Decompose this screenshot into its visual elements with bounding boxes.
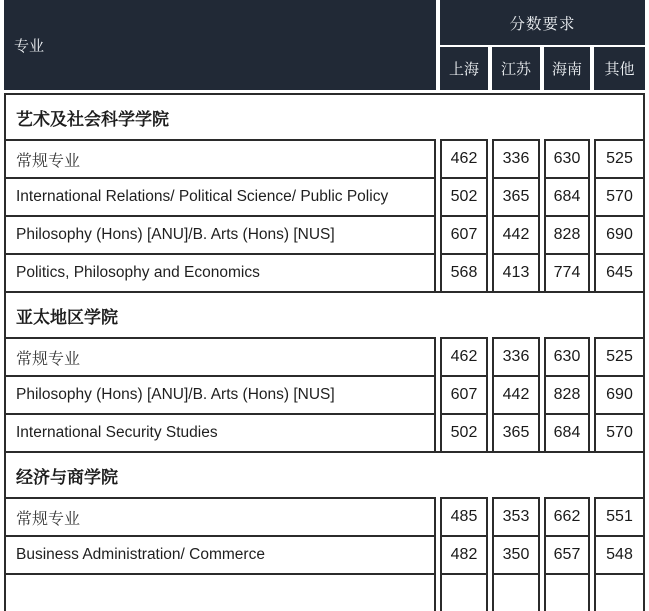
program-name-cell: Philosophy (Hons) [ANU]/B. Arts (Hons) [NUS] (4, 375, 436, 413)
section-title: 亚太地区学院 (4, 291, 645, 337)
score-cell: 442 (492, 375, 540, 413)
region-column-header-shanghai: 上海 (440, 45, 488, 93)
table-row (4, 375, 645, 413)
program-name-cell (4, 573, 436, 611)
score-cell: 365 (492, 177, 540, 215)
score-cell (440, 573, 488, 611)
score-cell: 690 (594, 375, 645, 413)
score-cell: 413 (492, 253, 540, 291)
table-header (4, 0, 645, 93)
score-cell: 568 (440, 253, 488, 291)
score-cell: 525 (594, 139, 645, 177)
score-cell: 462 (440, 337, 488, 375)
score-cell: 548 (594, 535, 645, 573)
score-cell: 774 (544, 253, 590, 291)
score-cell: 828 (544, 215, 590, 253)
table-row (4, 413, 645, 451)
score-cell: 336 (492, 139, 540, 177)
program-name-cell: 常规专业 (4, 139, 436, 177)
program-name-cell: Politics, Philosophy and Economics (4, 253, 436, 291)
score-cell: 525 (594, 337, 645, 375)
score-requirements-group-header: 分数要求 (440, 0, 645, 45)
score-cell: 442 (492, 215, 540, 253)
program-name-cell: International Security Studies (4, 413, 436, 451)
program-name-cell: 常规专业 (4, 497, 436, 535)
table-row (4, 497, 645, 535)
table-row (4, 215, 645, 253)
score-cell: 551 (594, 497, 645, 535)
score-cell: 828 (544, 375, 590, 413)
score-cell: 570 (594, 177, 645, 215)
section-title: 艺术及社会科学学院 (4, 93, 645, 139)
table-row (4, 337, 645, 375)
score-cell: 645 (594, 253, 645, 291)
score-cell: 684 (544, 177, 590, 215)
score-cell (594, 573, 645, 611)
table-row (4, 535, 645, 573)
score-cell: 684 (544, 413, 590, 451)
region-column-header-jiangsu: 江苏 (492, 45, 540, 93)
score-cell: 482 (440, 535, 488, 573)
table-row (4, 139, 645, 177)
score-cell (544, 573, 590, 611)
section-row (4, 93, 645, 139)
program-name-cell: Business Administration/ Commerce (4, 535, 436, 573)
score-cell: 607 (440, 215, 488, 253)
section-row (4, 291, 645, 337)
score-cell: 350 (492, 535, 540, 573)
score-cell: 657 (544, 535, 590, 573)
major-column-header: 专业 (4, 0, 436, 93)
score-cell: 630 (544, 139, 590, 177)
score-cell: 502 (440, 413, 488, 451)
section-title: 经济与商学院 (4, 451, 645, 497)
program-name-cell: International Relations/ Political Science/ Public Policy (4, 177, 436, 215)
score-cell (492, 573, 540, 611)
table-row (4, 177, 645, 215)
score-cell: 353 (492, 497, 540, 535)
table-row (4, 253, 645, 291)
score-cell: 630 (544, 337, 590, 375)
region-column-header-hainan: 海南 (544, 45, 590, 93)
score-cell: 690 (594, 215, 645, 253)
score-cell: 607 (440, 375, 488, 413)
program-name-cell: 常规专业 (4, 337, 436, 375)
score-cell: 662 (544, 497, 590, 535)
score-cell: 502 (440, 177, 488, 215)
score-cell: 462 (440, 139, 488, 177)
score-cell: 336 (492, 337, 540, 375)
score-cell: 485 (440, 497, 488, 535)
section-row (4, 451, 645, 497)
score-cell: 570 (594, 413, 645, 451)
score-cell: 365 (492, 413, 540, 451)
region-column-header-other: 其他 (594, 45, 645, 93)
partial-clipped-row (4, 573, 645, 611)
program-name-cell: Philosophy (Hons) [ANU]/B. Arts (Hons) [NUS] (4, 215, 436, 253)
table-body (4, 93, 645, 611)
